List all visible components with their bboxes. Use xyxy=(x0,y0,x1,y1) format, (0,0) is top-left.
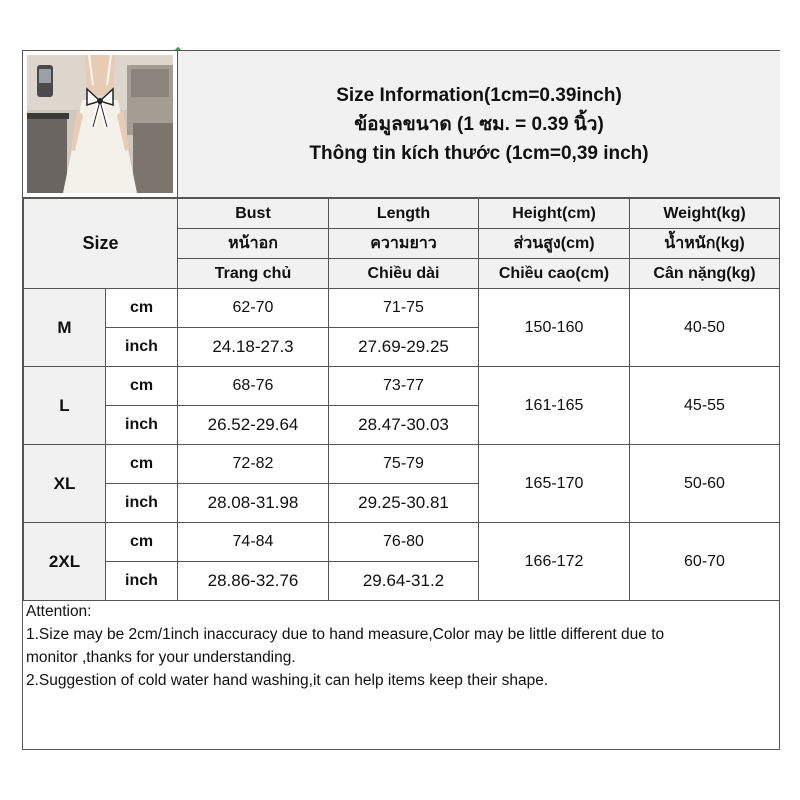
col-header-weight-th: น้ำหนัก(kg) xyxy=(630,229,780,259)
height-range: 150-160 xyxy=(479,289,630,367)
unit-inch: inch xyxy=(106,406,178,445)
table-row xyxy=(24,523,780,562)
length-inch: 29.64-31.2 xyxy=(329,562,479,601)
col-header-length-vi: Chiều dài xyxy=(329,259,479,289)
unit-cm: cm xyxy=(106,523,178,562)
table-row xyxy=(24,445,780,484)
bust-inch: 24.18-27.3 xyxy=(178,328,329,367)
product-photo xyxy=(23,51,178,198)
bust-inch: 28.08-31.98 xyxy=(178,484,329,523)
size-label: XL xyxy=(24,445,106,523)
notes-line-2: monitor ,thanks for your understanding. xyxy=(26,649,296,666)
height-range: 166-172 xyxy=(479,523,630,601)
length-inch: 28.47-30.03 xyxy=(329,406,479,445)
col-header-height-vi: Chiều cao(cm) xyxy=(479,259,630,289)
notes-title: Attention: xyxy=(26,603,92,620)
weight-range: 50-60 xyxy=(630,445,780,523)
size-column-header: Size xyxy=(24,199,178,289)
col-header-bust-th: หน้าอก xyxy=(178,229,329,259)
bust-inch: 26.52-29.64 xyxy=(178,406,329,445)
length-cm: 71-75 xyxy=(329,289,479,328)
unit-inch: inch xyxy=(106,328,178,367)
bust-inch: 28.86-32.76 xyxy=(178,562,329,601)
table-row xyxy=(24,367,780,406)
col-header-height-en: Height(cm) xyxy=(479,199,630,229)
unit-cm: cm xyxy=(106,445,178,484)
length-inch: 29.25-30.81 xyxy=(329,484,479,523)
header-title-en: Size Information(1cm=0.39inch) xyxy=(336,84,622,106)
weight-range: 40-50 xyxy=(630,289,780,367)
col-header-length-en: Length xyxy=(329,199,479,229)
length-cm: 76-80 xyxy=(329,523,479,562)
col-header-length-th: ความยาว xyxy=(329,229,479,259)
notes-line-3: 2.Suggestion of cold water hand washing,it can help items keep their shape. xyxy=(26,672,549,689)
size-info-header xyxy=(178,51,780,198)
size-chart xyxy=(22,50,780,750)
header-title-vi: Thông tin kích thước (1cm=0,39 inch) xyxy=(309,142,649,164)
col-header-bust-en: Bust xyxy=(178,199,329,229)
weight-range: 60-70 xyxy=(630,523,780,601)
col-header-bust-vi: Trang chủ xyxy=(178,259,329,289)
notes-line-1: 1.Size may be 2cm/1inch inaccuracy due to hand measure,Color may be little different due to xyxy=(26,626,665,643)
unit-cm: cm xyxy=(106,367,178,406)
height-range: 161-165 xyxy=(479,367,630,445)
col-header-weight-vi: Cân nặng(kg) xyxy=(630,259,780,289)
attention-notes xyxy=(23,598,779,694)
unit-inch: inch xyxy=(106,562,178,601)
unit-cm: cm xyxy=(106,289,178,328)
size-label: M xyxy=(24,289,106,367)
length-cm: 75-79 xyxy=(329,445,479,484)
bust-cm: 68-76 xyxy=(178,367,329,406)
header-row-en xyxy=(24,199,780,229)
white-slip-dress-photo xyxy=(27,55,173,193)
bust-cm: 62-70 xyxy=(178,289,329,328)
table-row xyxy=(24,289,780,328)
unit-inch: inch xyxy=(106,484,178,523)
header-title-th: ข้อมูลขนาด (1 ซม. = 0.39 นิ้ว) xyxy=(354,113,604,135)
length-cm: 73-77 xyxy=(329,367,479,406)
col-header-height-th: ส่วนสูง(cm) xyxy=(479,229,630,259)
col-header-weight-en: Weight(kg) xyxy=(630,199,780,229)
weight-range: 45-55 xyxy=(630,367,780,445)
size-label: L xyxy=(24,367,106,445)
length-inch: 27.69-29.25 xyxy=(329,328,479,367)
size-table xyxy=(23,198,780,601)
bust-cm: 74-84 xyxy=(178,523,329,562)
size-label: 2XL xyxy=(24,523,106,601)
height-range: 165-170 xyxy=(479,445,630,523)
bust-cm: 72-82 xyxy=(178,445,329,484)
